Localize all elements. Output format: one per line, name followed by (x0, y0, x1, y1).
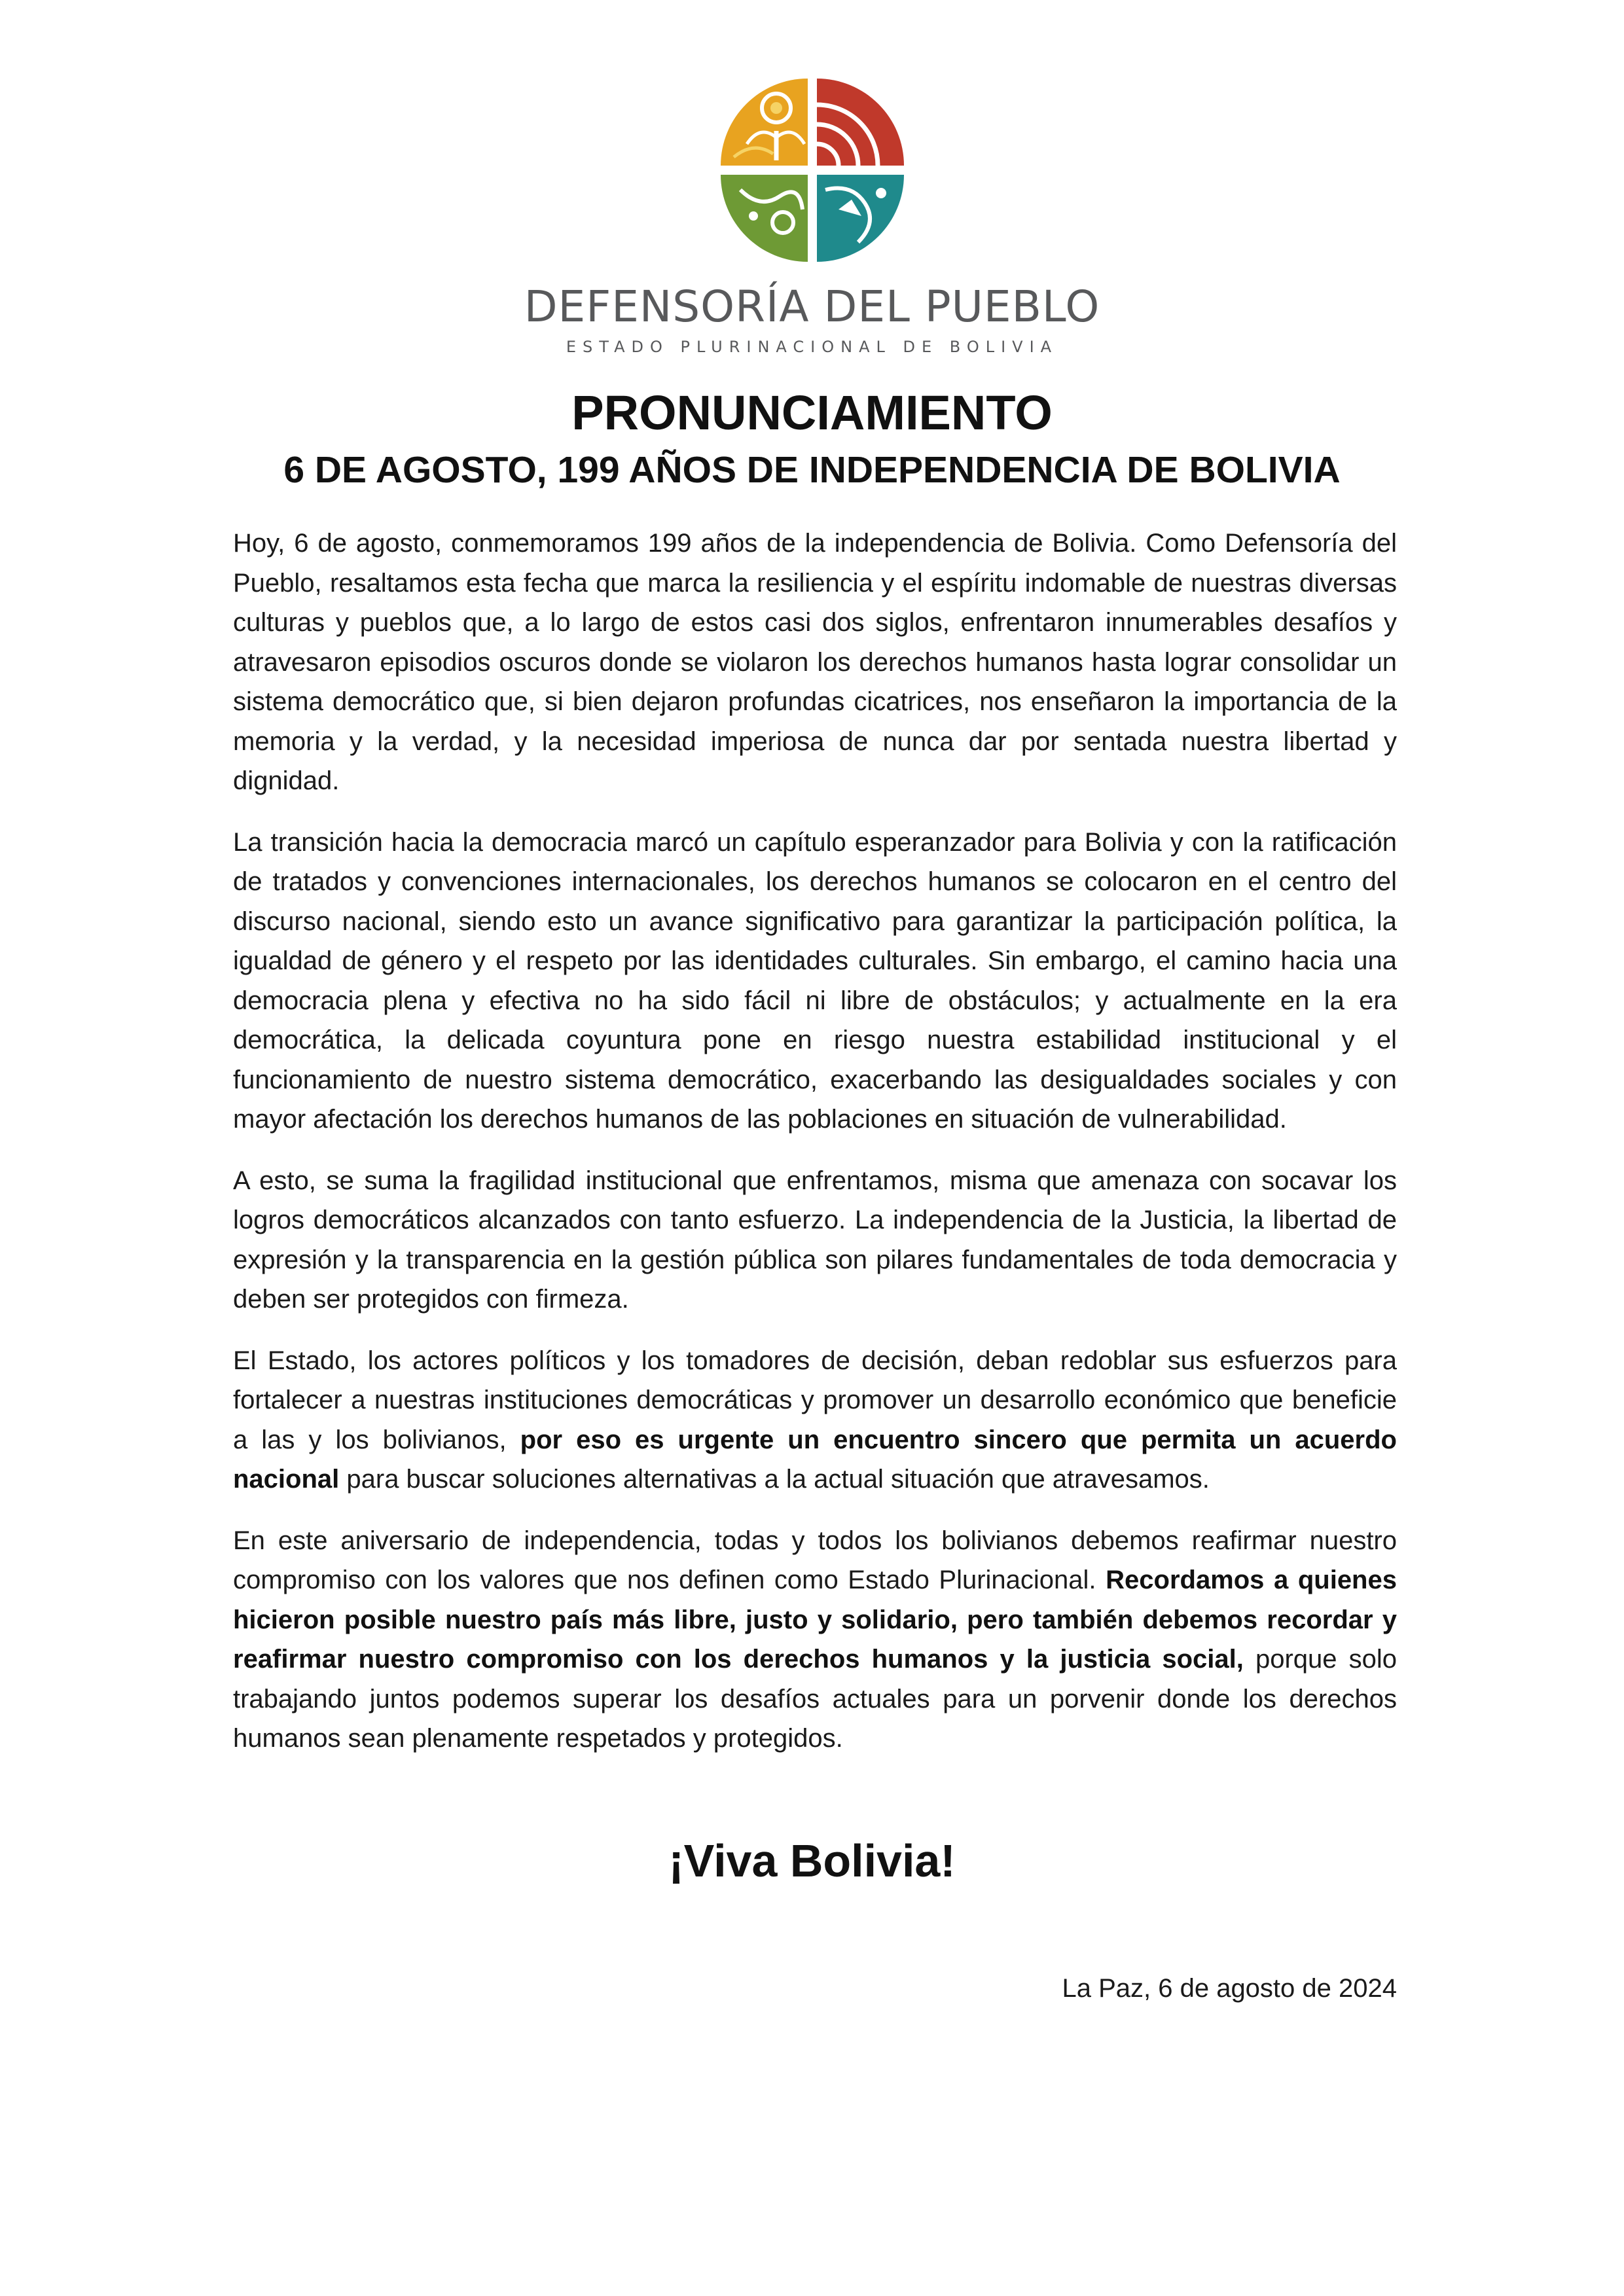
paragraph-4-text-a: El Estado, los actores políticos y los tomadores de decisión, deban redoblar sus esfuerzos para fortalecer a nuestras instituciones democráticas y promover un desarrollo económico que beneficie a las y los bolivianos, (233, 1346, 1397, 1454)
document-title: PRONUNCIAMIENTO (571, 386, 1053, 440)
defensoria-logo-icon (714, 72, 911, 268)
paragraph-5-bold: Recordamos a quienes hicieron posible nuestro país más libre, justo y solidario, pero también debemos recordar y reafirmar nuestro compromiso con los derechos humanos y la justicia social, (233, 1566, 1397, 1674)
paragraph-3: A esto, se suma la fragilidad institucional que enfrentamos, misma que amenaza con socavar los logros democráticos alcanzados con tanto esfuerzo. La independencia de la Justicia, la libertad de expresión y la transparencia en la gestión pública son pilares fundamentales de toda democracia y deben ser protegidos con firmeza. (233, 1166, 1397, 1314)
document-subtitle: 6 DE AGOSTO, 199 AÑOS DE INDEPENDENCIA DE BOLIVIA (283, 449, 1341, 491)
document-body (233, 524, 1397, 1780)
paragraph-4-text-c: para buscar soluciones alternativas a la actual situación que atravesamos. (339, 1465, 1210, 1494)
paragraph-5-text-a: En este aniversario de independencia, todas y todos los bolivianos debemos reafirmar nuestro compromiso con los valores que nos definen como Estado Plurinacional. (233, 1526, 1397, 1594)
paragraph-5-text-c: porque solo trabajando juntos podemos superar los desafíos actuales para un porvenir donde los derechos humanos sean plenamente respetados y protegidos. (233, 1645, 1397, 1753)
paragraph-4-bold: por eso es urgente un encuentro sincero que permita un acuerdo nacional (233, 1425, 1397, 1494)
header-logo-block (0, 72, 1624, 355)
org-name: DEFENSORÍA DEL PUEBLO (524, 281, 1100, 332)
closing-exclamation: ¡Viva Bolivia! (668, 1835, 956, 1886)
place-date-line: La Paz, 6 de agosto de 2024 (1062, 1974, 1397, 2003)
paragraph-2: La transición hacia la democracia marcó un capítulo esperanzador para Bolivia y con la ratificación de tratados y convenciones internacionales, los derechos humanos se colocaron en el centro del discurso nacional, siendo esto un avance significativo para garantizar la participación política, la igualdad de género y el respeto por las identidades culturales. Sin embargo, el camino hacia una democracia plena y efectiva no ha sido fácil ni libre de obstáculos; y actualmente en la era democrática, la delicada coyuntura pone en riesgo nuestra estabilidad institucional y el funcionamiento de nuestro sistema democrático, exacerbando las desigualdades sociales y con mayor afectación los derechos humanos de las poblaciones en situación de vulnerabilidad. (233, 827, 1397, 1134)
paragraph-5 (233, 1521, 1397, 1759)
paragraph-4 (233, 1341, 1397, 1499)
paragraph-1: Hoy, 6 de agosto, conmemoramos 199 años de la independencia de Bolivia. Como Defensoría del Pueblo, resaltamos esta fecha que marca la resiliencia y el espíritu indomable de nuestras diversas culturas y pueblos que, a lo largo de estos casi dos siglos, enfrentaron innumerables desafíos y atravesaron episodios oscuros donde se violaron los derechos humanos hasta lograr consolidar un sistema democrático que, si bien dejaron profundas cicatrices, nos enseñaron la importancia de la memoria y la verdad, y la necesidad imperiosa de nunca dar por sentada nuestra libertad y dignidad. (233, 529, 1397, 795)
org-subtitle: ESTADO PLURINACIONAL DE BOLIVIA (566, 338, 1058, 356)
